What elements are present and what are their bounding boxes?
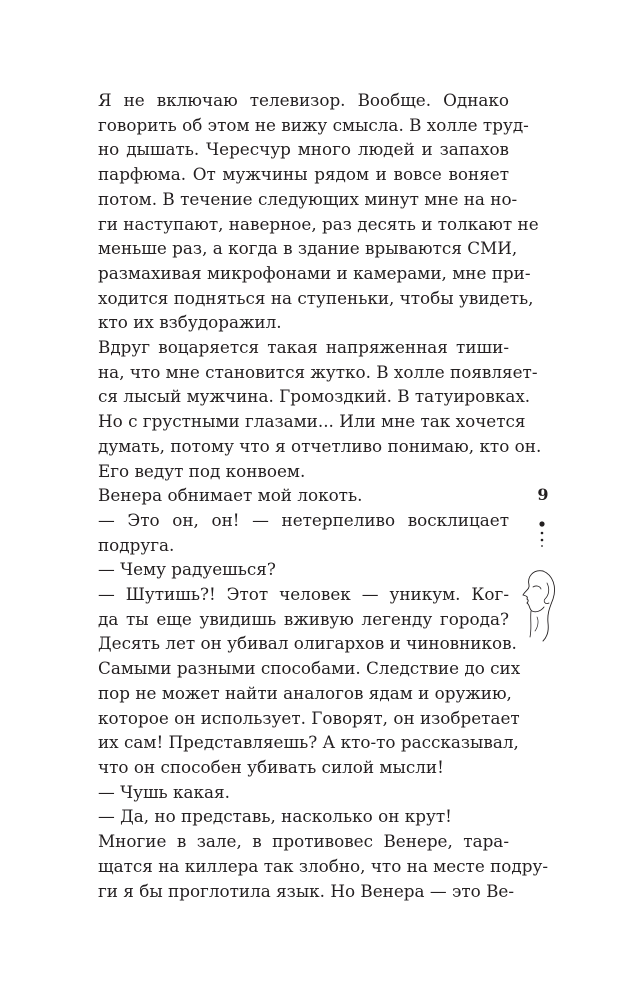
text-line: щатся на киллера так злобно, что на месте подру- [98,855,549,876]
text-line: но дышать. Чересчур много людей и запахов [98,139,509,160]
paragraph [65,508,509,557]
text-line: потом. В течение следующих минут мне на но- [98,188,518,209]
face-sketch-icon [503,565,563,645]
text-line: кто их взбудоражил. [98,312,282,333]
text-line: ходится подняться на ступеньки, чтобы увидеть, [98,287,534,308]
text-line: ся лысый мужчина. Громоздкий. В татуировках. [98,386,531,407]
text-line: ги наступают, наверное, раз десять и толкают не [98,213,539,234]
text-line: парфюма. От мужчины рядом и вовсе воняет [98,164,509,185]
paragraph [65,780,509,805]
text-line: пор не может найти аналогов ядам и оружию, [98,682,512,703]
body-text [65,88,549,903]
paragraph [65,582,521,780]
text-line: что он способен убивать силой мысли! [98,756,444,777]
text-line: их сам! Представляешь? А кто-то рассказывал, [98,732,519,753]
text-line: размахивая микрофонами и камерами, мне при- [98,262,531,283]
text-line: Самыми разными способами. Следствие до сих [98,658,521,679]
paragraph [65,88,539,335]
paragraph [65,804,509,829]
page-number: 9 [537,485,549,504]
text-line: — Шутишь?! Этот человек — уникум. Ког- [98,584,509,605]
paragraph [65,335,542,483]
paragraph [65,829,549,903]
paragraph [65,557,509,582]
text-line: Я не включаю телевизор. Вообще. Однако [98,90,509,110]
text-line: подруга. [98,534,175,555]
text-line: которое он использует. Говорят, он изобретает [98,707,520,728]
text-line: на, что мне становится жутко. В холле появляет- [98,361,538,382]
text-line: говорить об этом не вижу смысла. В холле труд- [98,114,529,135]
text-line: Но с грустными глазами... Или мне так хочется [98,411,526,432]
text-line: меньше раз, а когда в здание врываются СМИ, [98,238,518,259]
text-line: Вдруг воцаряется такая напряженная тиши- [98,337,509,358]
text-line: да ты еще увидишь вживую легенду города? [98,608,509,629]
paragraph [65,483,509,508]
text-line: — Чему радуешься? [98,559,276,580]
text-line: — Это он, он! — нетерпеливо восклицает [98,509,509,530]
text-line: Многие в зале, в противовес Венере, тара- [98,831,509,852]
text-line: Его ведут под конвоем. [98,460,306,481]
text-line: — Чушь какая. [98,781,230,802]
text-line: ги я бы проглотила язык. Но Венера — это Ве- [98,880,515,901]
text-line: Венера обнимает мой локоть. [98,485,363,506]
dots-ornament-icon [538,520,546,550]
text-line: думать, потому что я отчетливо понимаю, кто он. [98,435,542,456]
text-line: — Да, но представь, насколько он крут! [98,806,452,827]
text-line: Десять лет он убивал олигархов и чиновников. [98,633,517,654]
